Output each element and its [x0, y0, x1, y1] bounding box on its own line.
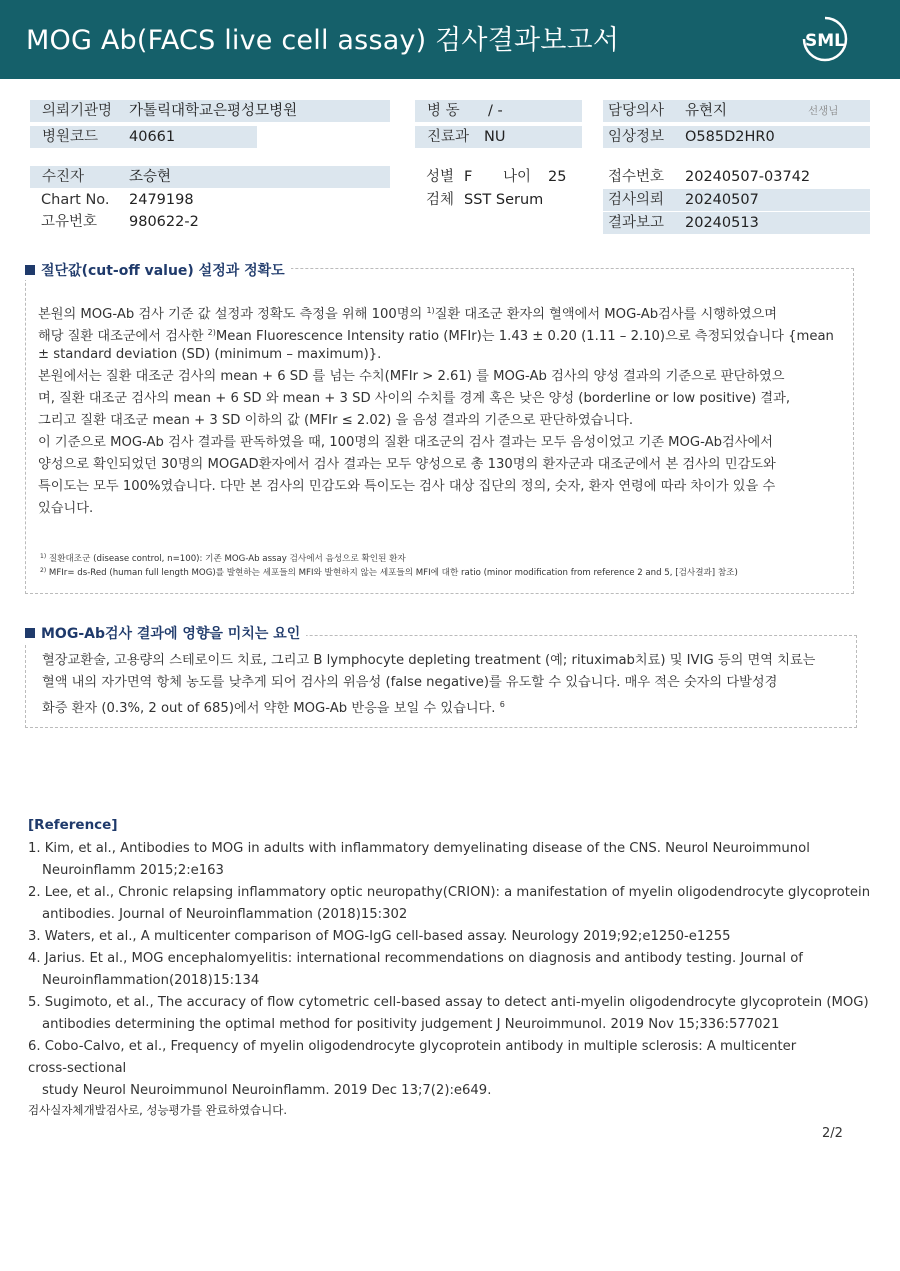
doctor-row — [603, 100, 870, 122]
request-label: 검사의뢰 — [608, 192, 665, 208]
cutoff-section-title: 절단값(cut-off value) 설정과 정확도 — [25, 260, 291, 280]
request-row — [603, 189, 870, 211]
age-label: 나이 — [503, 169, 532, 185]
reference-item: antibodies determining the optimal method for positivity judgement J Neuroimmunol. 2019 Nov 15;336:577021 — [42, 1017, 780, 1032]
reference-item: cross-sectional — [28, 1061, 127, 1076]
sml-logo-icon — [796, 14, 854, 64]
ward-row — [415, 100, 582, 122]
reference-item: Neuroinflammation(2018)15:134 — [42, 973, 260, 988]
institution-row — [30, 100, 390, 122]
doctor-label: 담당의사 — [608, 103, 665, 119]
chart-value: 2479198 — [129, 192, 194, 208]
dept-value: NU — [484, 129, 506, 145]
sex-value: F — [464, 169, 473, 185]
cutoff-paragraph-line: 있습니다. — [38, 501, 94, 516]
uid-value: 980622-2 — [129, 214, 199, 230]
page-number: 2/2 — [822, 1126, 843, 1141]
factors-section-title: MOG-Ab검사 결과에 영향을 미치는 요인 — [25, 623, 306, 643]
cutoff-paragraph-line: 본원에서는 질환 대조군 검사의 mean + 6 SD 를 넘는 수치(MFIr > 2.61) 를 MOG-Ab 검사의 양성 결과의 기준으로 판단하였으 — [38, 369, 785, 384]
chart-row — [30, 189, 390, 211]
factors-paragraph-line: 화증 환자 (0.3%, 2 out of 685)에서 약한 MOG-Ab 반응을 보일 수 있습니다. $^6$ — [42, 700, 505, 716]
svg-text:SML: SML — [805, 31, 845, 51]
institution-label: 의뢰기관명 — [42, 103, 113, 119]
code-value: 40661 — [129, 129, 176, 145]
dept-label: 진료과 — [427, 129, 470, 145]
doctor-suffix: 선생님 — [808, 105, 839, 117]
reference-item: Neuroinflamm 2015;2:e163 — [42, 863, 224, 878]
receipt-value: 20240507-03742 — [685, 169, 811, 185]
report-date-value: 20240513 — [685, 215, 759, 231]
validation-note: 검사실자체개발검사로, 성능평가를 완료하였습니다. — [28, 1103, 288, 1117]
uid-label: 고유번호 — [41, 214, 98, 230]
reference-item: 5. Sugimoto, et al., The accuracy of flow cytometric cell-based assay to detect anti-myelin oligodendrocyte glycoprotein (MOG) — [28, 995, 869, 1010]
cutoff-paragraph-line: ± standard deviation (SD) (minimum – maximum)}. — [38, 347, 382, 362]
cutoff-paragraph-line: 이 기준으로 MOG-Ab 검사 결과를 판독하였을 때, 100명의 질환 대조군의 검사 결과는 모두 음성이었고 기존 MOG-Ab검사에서 — [38, 435, 773, 450]
ward-label: 병 동 — [427, 103, 460, 119]
cutoff-paragraph-line: 해당 질환 대조군에서 검사한 $^{2)}$Mean Fluorescence Intensity ratio (MFIr)는 1.43 ± 0.20 (1.11 – 2.10)으로 측정되었습니다 {mean — [38, 328, 834, 344]
report-date-row — [603, 212, 870, 234]
cutoff-paragraph-line: 본원의 MOG-Ab 검사 기준 값 설정과 정확도 측정을 위해 100명의 $^{1)}$질환 대조군 환자의 혈액에서 MOG-Ab검사를 시행하였으며 — [38, 306, 777, 322]
request-value: 20240507 — [685, 192, 759, 208]
patient-label: 수진자 — [42, 169, 85, 185]
reference-item: 6. Cobo-Calvo, et al., Frequency of myelin oligodendrocyte glycoprotein antibody in multiple sclerosis: A multicenter — [28, 1039, 797, 1054]
patient-value: 조승현 — [129, 169, 172, 185]
footnote-1: $^{1)}$ 질환대조군 (disease control, n=100): 기존 MOG-Ab assay 검사에서 음성으로 확인된 환자 — [40, 553, 406, 564]
clinical-label: 임상정보 — [608, 129, 665, 145]
institution-value: 가톨릭대학교은평성모병원 — [129, 103, 298, 119]
reference-item: antibodies. Journal of Neuroinflammation (2018)15:302 — [42, 907, 408, 922]
reference-item: 4. Jarius. Et al., MOG encephalomyelitis: international recommendations on diagnosis and antibody testing. Journal of — [28, 951, 803, 966]
section-bullet-icon — [25, 628, 35, 638]
reference-item: 3. Waters, et al., A multicenter comparison of MOG-IgG cell-based assay. Neurology 2019;92;e1250-e1255 — [28, 929, 731, 944]
uid-row — [30, 211, 390, 233]
code-label: 병원코드 — [42, 129, 99, 145]
patient-row — [30, 166, 390, 188]
reference-item: 2. Lee, et al., Chronic relapsing inflammatory optic neuropathy(CRION): a manifestation of myelin oligodendrocyte glycoprotein — [28, 885, 871, 900]
age-value: 25 — [548, 169, 567, 185]
sex-age-row — [415, 166, 585, 188]
chart-label: Chart No. — [41, 192, 110, 208]
specimen-row — [415, 189, 585, 211]
specimen-value: SST Serum — [464, 192, 544, 208]
factors-paragraph-line: 혈장교환술, 고용량의 스테로이드 치료, 그리고 B lymphocyte depleting treatment (예; rituximab치료) 및 IVIG 등의 면역 치료는 — [42, 653, 816, 668]
footnote-2: $^{2)}$ MFIr= ds-Red (human full length MOG)를 발현하는 세포들의 MFI와 발현하지 않는 세포들의 MFI에 대한 ratio (minor modification from reference 2 and 5, [검사결과] 참조) — [40, 567, 738, 578]
ward-value: / - — [488, 103, 503, 119]
clinical-value: O585D2HR0 — [685, 129, 775, 145]
reference-title: [Reference] — [28, 817, 118, 833]
cutoff-paragraph-line: 특이도는 모두 100%였습니다. 다만 본 검사의 민감도와 특이도는 검사 대상 집단의 정의, 숫자, 환자 연령에 따라 차이가 있을 수 — [38, 479, 776, 494]
section-bullet-icon — [25, 265, 35, 275]
code-row — [30, 126, 257, 148]
doctor-value: 유현지 — [685, 103, 728, 119]
dept-row — [415, 126, 582, 148]
receipt-label: 접수번호 — [608, 169, 665, 185]
cutoff-paragraph-line: 며, 질환 대조군 검사의 mean + 6 SD 와 mean + 3 SD 사이의 수치를 경계 혹은 낮은 양성 (borderline or low positive) 결과, — [38, 391, 791, 406]
cutoff-paragraph-line: 양성으로 확인되었던 30명의 MOGAD환자에서 검사 결과는 모두 양성으로 총 130명의 환자군과 대조군에서 본 검사의 민감도와 — [38, 457, 776, 472]
report-title: MOG Ab(FACS live cell assay) 검사결과보고서 — [26, 25, 620, 56]
report-date-label: 결과보고 — [608, 215, 665, 231]
reference-item: study Neurol Neuroimmunol Neuroinflamm. 2019 Dec 13;7(2):e649. — [42, 1083, 492, 1098]
receipt-row — [603, 166, 870, 188]
sex-label: 성별 — [426, 169, 455, 185]
clinical-row — [603, 126, 870, 148]
specimen-label: 검체 — [426, 192, 455, 208]
factors-paragraph-line: 혈액 내의 자가면역 항체 농도를 낮추게 되어 검사의 위음성 (false negative)를 유도할 수 있습니다. 매우 적은 숫자의 다발성경 — [42, 675, 778, 690]
report-header — [0, 0, 900, 79]
cutoff-paragraph-line: 그리고 질환 대조군 mean + 3 SD 이하의 값 (MFIr ≤ 2.02) 을 음성 결과의 기준으로 판단하였습니다. — [38, 413, 634, 428]
reference-item: 1. Kim, et al., Antibodies to MOG in adults with inflammatory demyelinating disease of the CNS. Neurol Neuroimmunol — [28, 841, 810, 856]
